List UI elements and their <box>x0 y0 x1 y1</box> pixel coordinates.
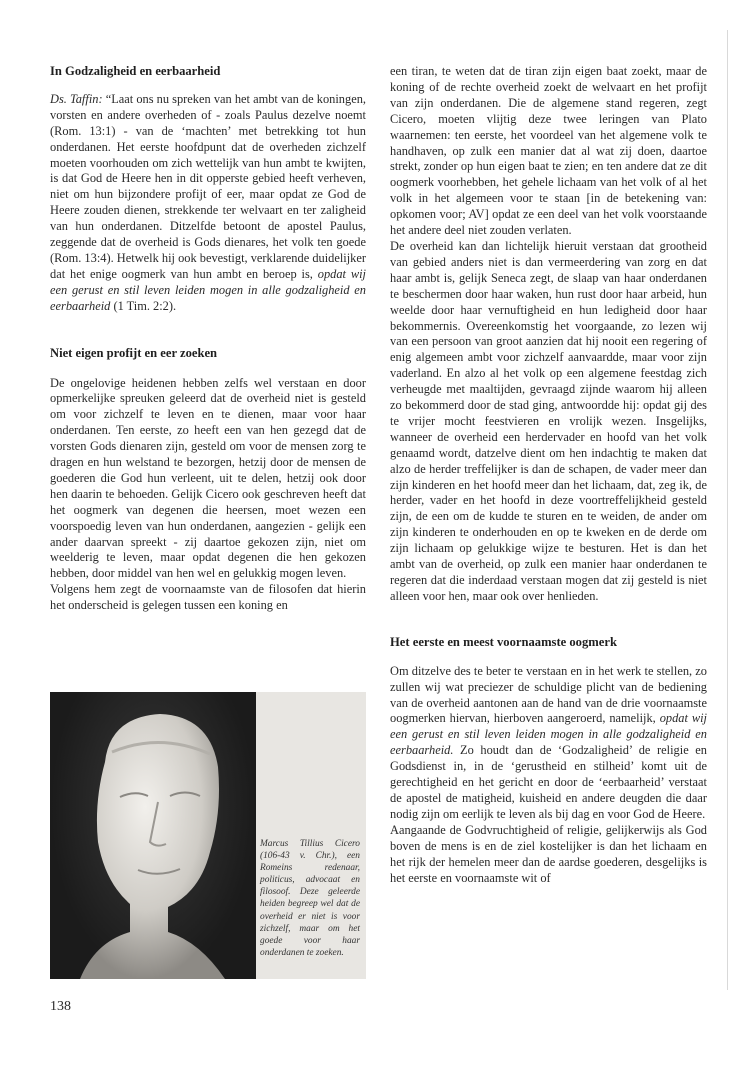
left-column <box>50 64 366 614</box>
paragraph-heidenen: De ongelovige heidenen hebben zelfs wel verstaan en door opmerkelijke spreuken geleerd dat de overheid niet is gesteld om voor zichzelf te leven en te dienen, maar voor haar onderdanen. Ten eerste, zo heeft een van hen gezegd dat de vorsten Gods dienaren zijn, gesteld om voor de mensen zorg te dragen en hun welstand te bezorgen, hetzij door de mensen de goederen die God hun verleent, uit te delen, hetzij ook door hen daarin te behoeden. Gelijk Cicero ook geschreven heeft dat het oogmerk van degenen die heersen, moet wezen een voorspoedig leven van hun onderdanen, aangezien - gelijk een ander daarvan spreekt - zij daartoe gekozen zijn, niet om weelderig te leven, maar opdat degenen die hen gekozen hebben, door middel van hen wel en gelukkig mogen leven. <box>50 375 366 581</box>
heading-eerste-oogmerk: Het eerste en meest voornaamste oogmerk <box>390 634 617 649</box>
quote-italic: opdat wij een gerust en stil leven leiden mogen in alle godzaligheid en eerbaarheid. <box>390 711 707 758</box>
right-column <box>390 64 707 886</box>
paragraph-text: Zo houdt dan de ‘Godzaligheid’ de religie en Godsdienst in, in de ‘gerustheid en stilheid’ komt uit de gerechtigheid en het gericht en door de ‘eerbaarheid’ verstaat de apostel de matigheid, kuisheid en andere deugden die daar nodig zijn om eerlijk te leven als bij dag en voor God de Heere. <box>390 743 707 821</box>
paragraph-taffin <box>50 92 366 315</box>
page-number: 138 <box>50 999 71 1014</box>
paragraph-overheid: De overheid kan dan lichtelijk hieruit verstaan dat grootheid van gebied anders niet is dan vermeerdering van zorg en dat haar ambt is, gelijk Seneca zegt, de slaap van haar onderdanen te beschermen door haar waken, hun rust door haar arbeid, hun weelde door haar vernuftigheid en hun ledigheid door haar bekommernis. Overeenkomstig het voorgaande, zo lezen wij van een persoon van groot aanzien dat hij nooit een regering of enig algemeen ambt voor zichzelf aanvaardde, maar voor zijn vaderland. En alzo al het volk op een algemene feestdag zich verheugde met maaltijden, gevraagd zijnde waarom hij alleen zo bekommerd door de stad ging, antwoordde hij: opdat gij des te vrijer mocht feestvieren en vrolijk wezen. Insgelijks, wanneer de overheid een herdervader en hoofd van het volk genaamd wordt, datzelve dient om hen indachtig te maken dat alzo de herder treffelijker is dan de schapen, de vader meer dan zijn kinderen en het hoofd meer dan het lichaam, dat, zeg ik, de herder, vader en het hoofd in deze voortreffelijkheid gesteld zijn, de een om de kudde te sturen en te weiden, de ander om zijn kinderen te onderhouden en op te kweken en de derde om zijn lichaam op gelukkige wijze te besturen. Het is dan het ambt van de overheid, op zulk een manier haar onderdanen te regeren dat die inderdaad verstaan mogen dat zij gesteld is niet alleen voor hen, maar ook over henlieden. <box>390 238 707 603</box>
figure-cicero <box>50 692 366 979</box>
paragraph-text: “Laat ons nu spreken van het ambt van de koningen, vorsten en andere overheden of - zoals Paulus dezelve noemt (Rom. 13:1) - van de ‘machten’ met betrekking tot hun onderdanen. Het eerste hoofdpunt dat de overheden zichzelf moeten voorhouden om zich wettelijk van hun ambt te kwijten, is dat God de Heere hen in dit opperste gebied heeft verheven, niet om hun bijzondere profijt of eer, maar opdat ze God de Heere zouden dienen, strekkende ter welvaart en ter zaligheid van hun onderdanen. Ditzelfde betoont de apostel Paulus, zeggende dat de overheid is Gods dienares, het volk ten goede (Rom. 13:4). Hetwelk hij ook bevestigt, verklarende duidelijker dat het enige oogmerk van hun ambt en beroep is, <box>50 91 366 281</box>
heading-godzaligheid: In Godzaligheid en eerbaarheid <box>50 64 221 78</box>
paragraph-text: Om ditzelve des te beter te verstaan en in het werk te stellen, zo zullen wij wat preciezer de schuldige plicht van de bediening van de overheid aantonen aan de hand van de drie voornaamste oogmerken hiervan, hierboven aangeroerd, namelijk, <box>390 663 707 726</box>
paragraph-text: (1 Tim. 2:2). <box>110 298 177 313</box>
quote-italic: opdat wij een gerust en stil leven leiden mogen in alle godzaligheid en eerbaarheid <box>50 266 366 313</box>
cicero-bust-image <box>50 692 256 979</box>
figure-caption: Marcus Tillius Cicero (106-43 v. Chr.), een Romeins redenaar, politicus, advocaat en filosoof. Deze geleerde heiden begreep wel dat de overheid er niet is voor zichzelf, maar om het goede voor haar onderdanen te zoeken. <box>260 839 360 958</box>
heading-niet-eigen-profijt: Niet eigen profijt en eer zoeken <box>50 345 218 360</box>
paragraph-tiran: een tiran, te weten dat de tiran zijn eigen baat zoekt, maar de koning of de rechte overheid zoekt de welvaart en het profijt van zijn onderdanen. Die de algemene stand regeren, zegt Cicero, moeten vlijtig deze twee leringen van Plato waarnemen: ten eerste, het voordeel van het algemene volk te handhaven, op zulk een manier dat al wat zij doen, daartoe strekt, zonder op hun eigen baat te zien; en ten andere dat ze dit oogmerk voorhebben, het gehele lichaam van het volk of al het volk in het algemeen voor te staan [in de betekening van: opkomen voor; AV] opdat ze een deel van het volk voorstaande het andere deel niet zouden verlaten. <box>390 64 707 238</box>
speaker-name: Ds. Taffin: <box>50 91 103 106</box>
paragraph-godvruchtigheid: Aangaande de Godvruchtigheid of religie, gelijkerwijs als God boven de mens is en de ziel kostelijker is dan het lichaam en het rijk der hemelen meer dan de aardse goederen, desgelijks is het eerste en voornaamste wit of <box>390 822 707 885</box>
paragraph-volgens-hem: Volgens hem zegt de voornaamste van de filosofen dat hierin het onderscheid is gelegen tussen een koning en <box>50 582 366 613</box>
page-edge-line <box>727 30 728 990</box>
paragraph-ditzelve <box>390 664 707 823</box>
bust-illustration <box>50 692 256 979</box>
